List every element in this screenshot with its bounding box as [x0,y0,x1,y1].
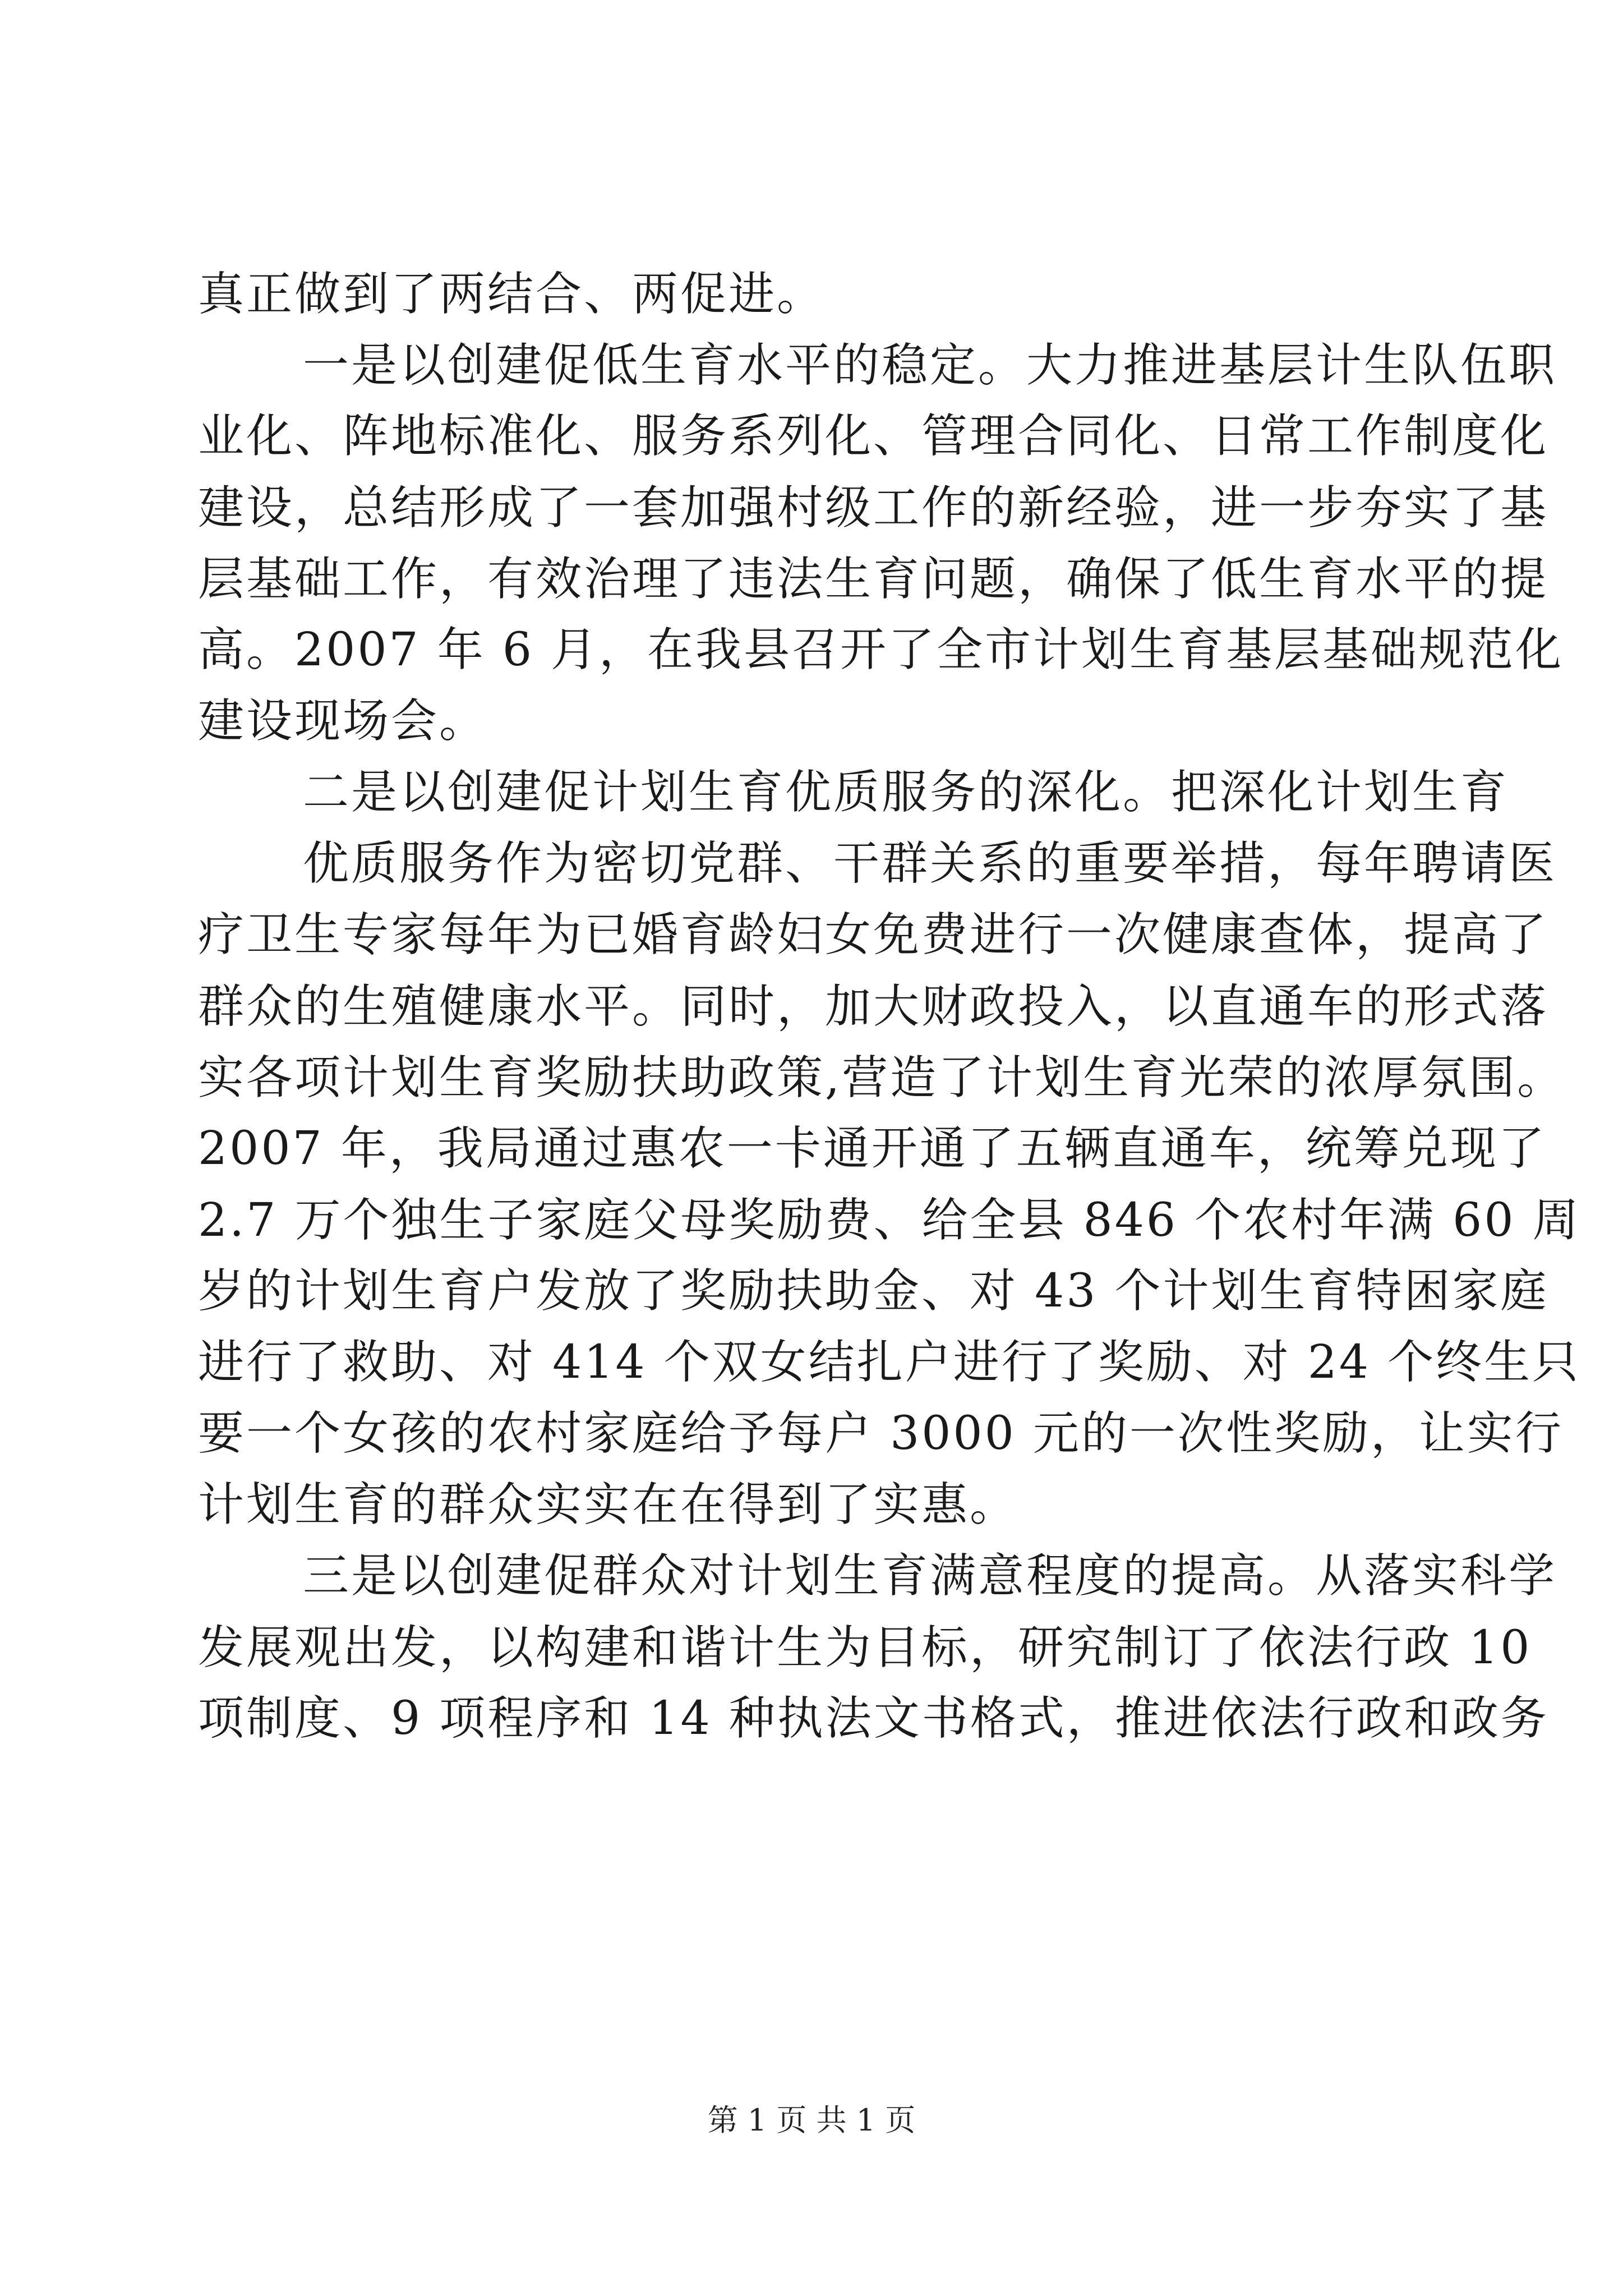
text-line: 建设，总结形成了一套加强村级工作的新经验，进一步夯实了基 [198,481,1549,535]
text-line: 要一个女孩的农村家庭给予每户 3000 元的一次性奖励，让实行 [198,1407,1564,1460]
text-line: 计划生育的群众实实在在得到了实惠。 [198,1478,1018,1531]
text-line: 实各项计划生育奖励扶助政策,营造了计划生育光荣的浓厚氛围。 [198,1051,1566,1105]
page-footer: 第 1 页 共 1 页 [707,2102,916,2138]
text-line: 三是以创建促群众对计划生育满意程度的提高。从落实科学 [303,1549,1557,1603]
text-line: 群众的生殖健康水平。同时，加大财政投入，以直通车的形式落 [198,980,1549,1033]
text-line: 真正做到了两结合、两促进。 [198,268,826,321]
text-line: 优质服务作为密切党群、干群关系的重要举措，每年聘请医 [303,837,1557,890]
text-line: 2007 年，我局通过惠农一卡通开通了五辆直通车，统筹兑现了 [198,1122,1547,1175]
text-line: 项制度、9 项程序和 14 种执法文书格式，推进依法行政和政务 [198,1692,1549,1745]
text-line: 疗卫生专家每年为已婚育龄妇女免费进行一次健康查体，提高了 [198,908,1549,961]
text-line: 岁的计划生育户发放了奖励扶助金、对 43 个计划生育特困家庭 [198,1264,1549,1318]
text-line: 建设现场会。 [198,694,488,748]
text-line: 二是以创建促计划生育优质服务的深化。把深化计划生育 [303,766,1509,819]
text-line: 一是以创建促低生育水平的稳定。大力推进基层计生队伍职 [303,339,1557,392]
text-line: 进行了救助、对 414 个双女结扎户进行了奖励、对 24 个终生只 [198,1336,1581,1389]
text-line: 2.7 万个独生子家庭父母奖励费、给全县 846 个农村年满 60 周 [198,1194,1581,1247]
text-line: 层基础工作，有效治理了违法生育问题，确保了低生育水平的提 [198,553,1549,606]
text-line: 业化、阵地标准化、服务系列化、管理合同化、日常工作制度化 [198,409,1549,463]
text-line: 发展观出发，以构建和谐计生为目标，研究制订了依法行政 10 [198,1621,1532,1674]
text-line: 高。2007 年 6 月，在我县召开了全市计划生育基层基础规范化 [198,623,1564,677]
